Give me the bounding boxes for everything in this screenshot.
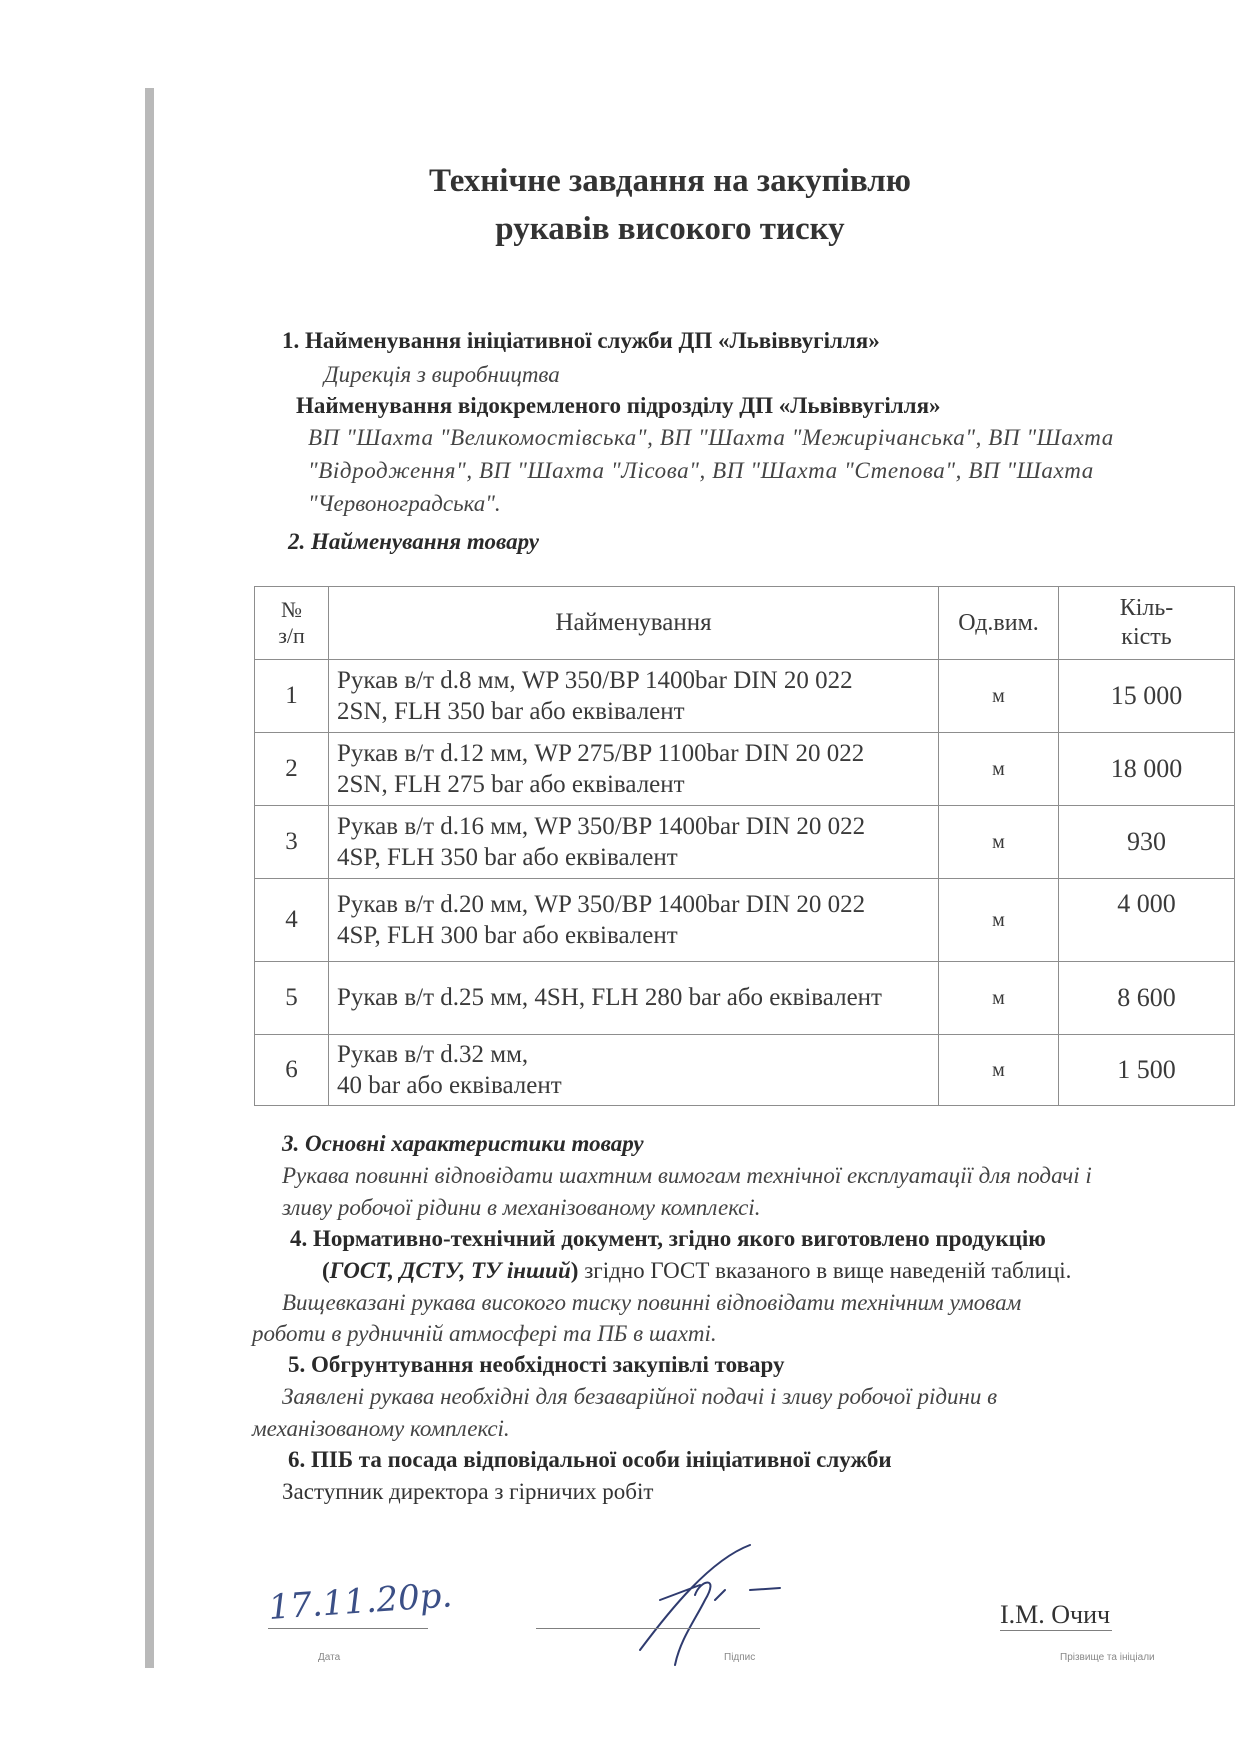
row-name-line2: 40 bar або еквівалент bbox=[337, 1072, 562, 1099]
name-caption: Прізвище та ініціали bbox=[1060, 1652, 1155, 1663]
row-name bbox=[329, 962, 939, 1035]
section3-text-line2: зливу робочої рідини в механізованому комплексі. bbox=[282, 1195, 761, 1220]
name-underline bbox=[1000, 1630, 1112, 1631]
row-unit: м bbox=[939, 733, 1059, 806]
row-name bbox=[329, 733, 939, 806]
table-row bbox=[255, 733, 1235, 806]
row-quantity: 15 000 bbox=[1059, 660, 1235, 733]
signer-name: І.М. Очич bbox=[1000, 1600, 1111, 1629]
row-name bbox=[329, 660, 939, 733]
row-name-line2: 2SN, FLH 350 bar або еквівалент bbox=[337, 698, 685, 725]
header-name: Найменування bbox=[329, 587, 939, 660]
section4-heading: 4. Нормативно-технічний документ, згідно якого виготовлено продукцію bbox=[290, 1226, 1046, 1251]
row-quantity: 18 000 bbox=[1059, 733, 1235, 806]
document-title-line1: Технічне завдання на закупівлю bbox=[429, 163, 911, 199]
row-quantity: 1 500 bbox=[1059, 1035, 1235, 1106]
table-row bbox=[255, 806, 1235, 879]
row-name-line2: 2SN, FLH 275 bar або еквівалент bbox=[337, 771, 685, 798]
section5-text-line1: Заявлені рукава необхідні для безаварійної подачі і зливу робочої рідини в bbox=[282, 1384, 998, 1409]
section2-heading: 2. Найменування товару bbox=[288, 529, 539, 554]
row-unit: м bbox=[939, 1035, 1059, 1106]
row-number: 3 bbox=[255, 806, 329, 879]
row-unit: м bbox=[939, 806, 1059, 879]
open-paren: ( bbox=[322, 1258, 330, 1283]
header-number-line2: з/п bbox=[278, 623, 305, 648]
section1-heading: 1. Найменування ініціативної служби ДП «Львіввугілля» bbox=[282, 328, 880, 353]
header-unit: Од.вим. bbox=[939, 587, 1059, 660]
handwritten-signature bbox=[600, 1540, 800, 1670]
row-number: 6 bbox=[255, 1035, 329, 1106]
row-name-line2: 4SP, FLH 350 bar або еквівалент bbox=[337, 844, 678, 871]
table-row bbox=[255, 1035, 1235, 1106]
row-number: 5 bbox=[255, 962, 329, 1035]
section3-text-line1: Рукава повинні відповідати шахтним вимогам технічної експлуатації для подачі і bbox=[282, 1163, 1092, 1188]
goods-table bbox=[254, 586, 1235, 1106]
section1-subheading: Найменування відокремленого підрозділу ДП «Львіввугілля» bbox=[296, 393, 941, 418]
row-name-line2: 4SP, FLH 300 bar або еквівалент bbox=[337, 922, 678, 949]
signature-underline bbox=[536, 1628, 760, 1629]
signature-caption: Підпис bbox=[724, 1652, 756, 1663]
row-number: 1 bbox=[255, 660, 329, 733]
row-unit: м bbox=[939, 660, 1059, 733]
date-caption: Дата bbox=[318, 1652, 341, 1663]
row-quantity: 4 000 bbox=[1059, 879, 1235, 962]
header-quantity-line2: кість bbox=[1121, 624, 1172, 650]
header-number-line1: № bbox=[281, 596, 302, 622]
section6-value: Заступник директора з гірничих робіт bbox=[282, 1479, 654, 1504]
document-title-line2: рукавів високого тиску bbox=[495, 211, 845, 247]
section1-units-line3: "Червоноградська". bbox=[308, 491, 501, 516]
section4-standards-line bbox=[322, 1257, 1071, 1285]
row-name bbox=[329, 1035, 939, 1106]
section1-units-line2: "Відродження", ВП "Шахта "Лісова", ВП "Шахта "Степова", ВП "Шахта bbox=[308, 458, 1094, 483]
row-name-line1: Рукав в/т d.12 мм, WP 275/BP 1100bar DIN 20 022 bbox=[337, 739, 865, 767]
section4-standards: ГОСТ, ДСТУ, ТУ інший bbox=[329, 1258, 571, 1283]
row-name-line1: Рукав в/т d.16 мм, WP 350/BP 1400bar DIN 20 022 bbox=[337, 812, 866, 840]
row-name-line1: Рукав в/т d.8 мм, WP 350/BP 1400bar DIN 20 022 bbox=[337, 666, 853, 694]
header-number bbox=[255, 587, 329, 660]
row-name-line1: Рукав в/т d.32 мм, bbox=[337, 1040, 529, 1068]
row-name-line1: Рукав в/т d.25 мм, 4SH, FLH 280 bar або еквівалент bbox=[337, 984, 882, 1012]
section5-text-line2: механізованому комплексі. bbox=[252, 1416, 510, 1441]
row-number: 4 bbox=[255, 879, 329, 962]
section5-heading: 5. Обгрунтування необхідності закупівлі товару bbox=[288, 1352, 785, 1377]
header-quantity bbox=[1059, 587, 1235, 660]
table-row bbox=[255, 879, 1235, 962]
row-name bbox=[329, 806, 939, 879]
table-row bbox=[255, 962, 1235, 1035]
section4-text-line1: Вищевказані рукава високого тиску повинні відповідати технічним умовам bbox=[282, 1290, 1022, 1315]
row-name bbox=[329, 879, 939, 962]
section1-units-line1: ВП "Шахта "Великомостівська", ВП "Шахта "Межирічанська", ВП "Шахта bbox=[308, 425, 1114, 450]
row-quantity: 930 bbox=[1059, 806, 1235, 879]
row-name-line1: Рукав в/т d.20 мм, WP 350/BP 1400bar DIN 20 022 bbox=[337, 890, 866, 918]
row-unit: м bbox=[939, 879, 1059, 962]
section3-heading: 3. Основні характеристики товару bbox=[282, 1131, 644, 1156]
row-quantity: 8 600 bbox=[1059, 962, 1235, 1035]
section4-text-line2: роботи в рудничній атмосфері та ПБ в шахті. bbox=[252, 1321, 717, 1346]
row-unit: м bbox=[939, 962, 1059, 1035]
header-quantity-line1: Кіль- bbox=[1119, 595, 1174, 622]
table-header-row bbox=[255, 587, 1235, 660]
table-row bbox=[255, 660, 1235, 733]
section4-standards-tail: згідно ГОСТ вказаного в вище наведеній таблиці. bbox=[578, 1258, 1072, 1283]
row-number: 2 bbox=[255, 733, 329, 806]
close-paren: ) bbox=[570, 1258, 579, 1283]
section6-heading: 6. ПІБ та посада відповідальної особи ініціативної служби bbox=[288, 1447, 892, 1472]
section1-value: Дирекція з виробництва bbox=[324, 362, 560, 387]
date-underline bbox=[268, 1628, 428, 1629]
signature-date: 17.11.20р. bbox=[267, 1575, 454, 1628]
